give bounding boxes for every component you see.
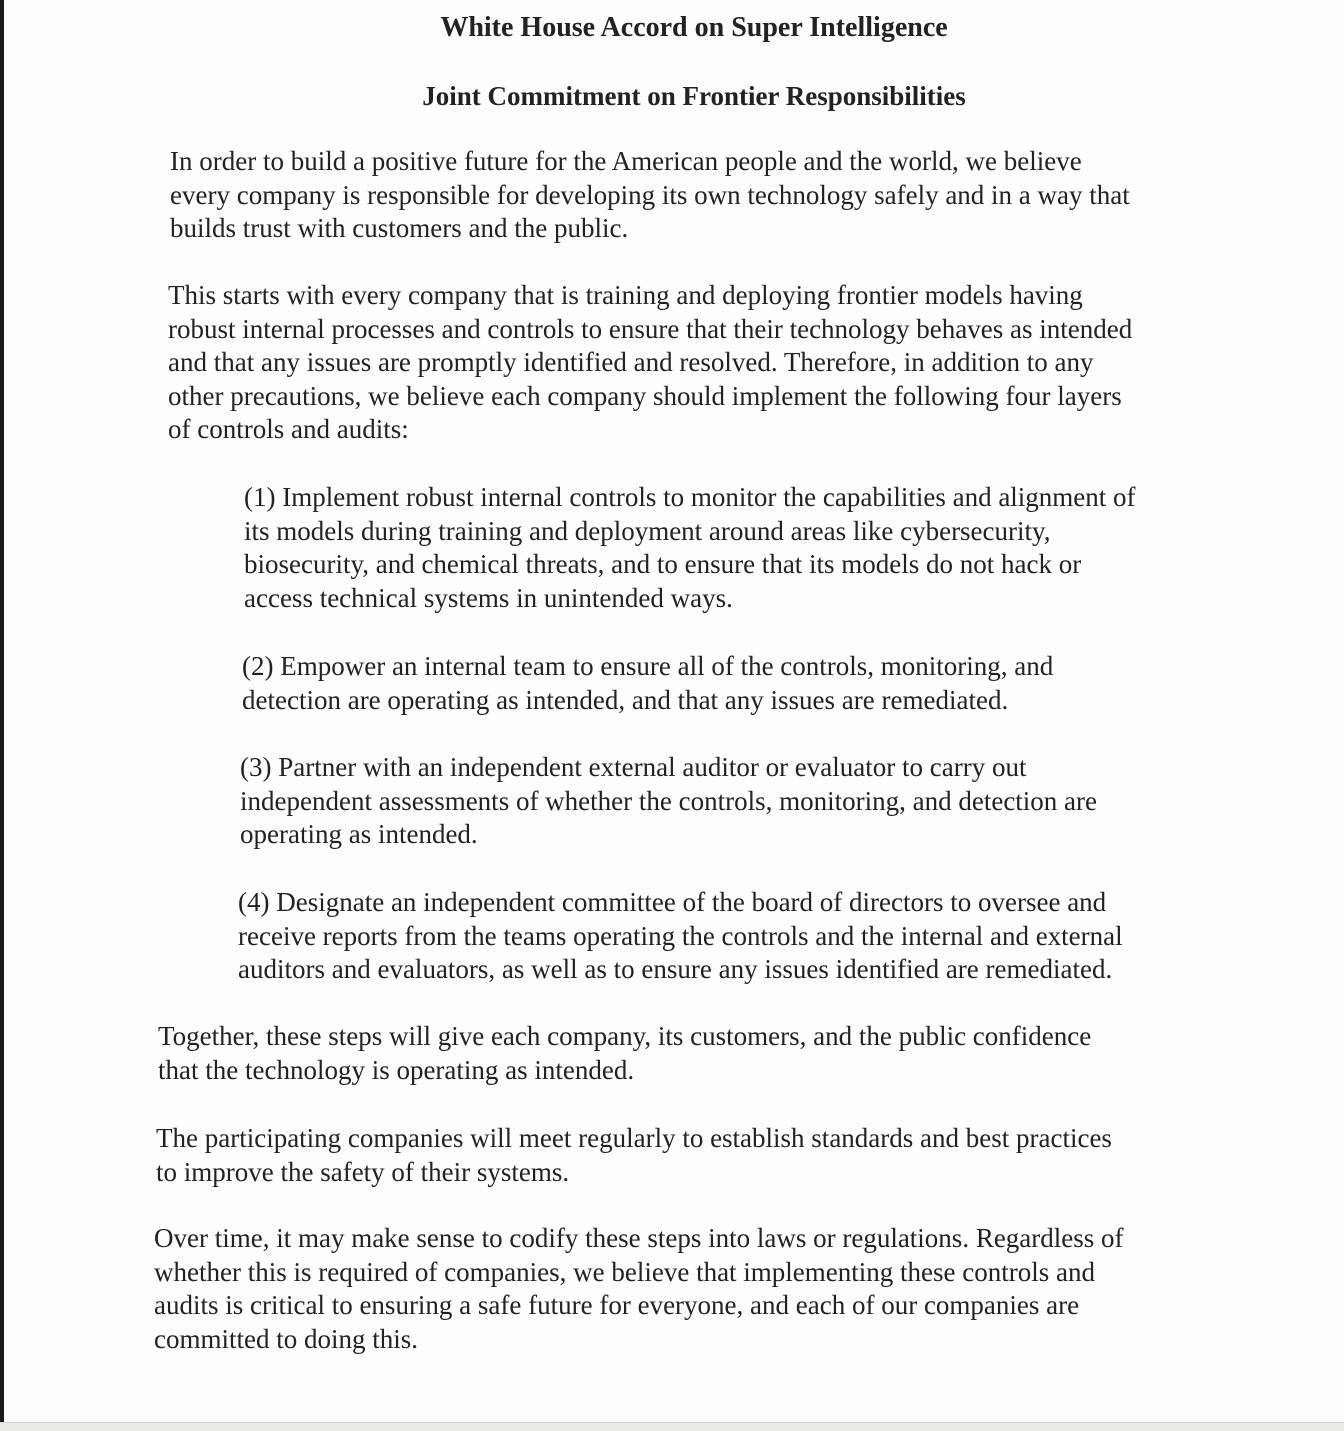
text-line: auditors and evaluators, as well as to ensure any issues identified are remediated.	[238, 954, 1113, 984]
text-line: receive reports from the teams operating the controls and the internal and external	[238, 920, 1123, 951]
paragraph-regulation	[154, 1222, 1124, 1356]
text-line: (3) Partner with an independent external auditor or evaluator to carry out	[240, 752, 1027, 782]
text-line: every company is responsible for developing its own technology safely and in a way that	[170, 179, 1130, 210]
text-line: Over time, it may make sense to codify these steps into laws or regulations. Regardless of	[154, 1223, 1124, 1253]
text-line: access technical systems in unintended ways.	[244, 582, 733, 613]
document-title: White House Accord on Super Intelligence	[440, 12, 948, 43]
text-line: detection are operating as intended, and that any issues are remediated.	[242, 684, 1009, 715]
text-line: other precautions, we believe each company should implement the following four layers	[168, 380, 1122, 411]
text-line: The participating companies will meet regularly to establish standards and best practices	[156, 1123, 1112, 1153]
list-item-1	[244, 481, 1136, 615]
text-line: (1) Implement robust internal controls to monitor the capabilities and alignment of	[244, 482, 1136, 512]
text-line: robust internal processes and controls to ensure that their technology behaves as intended	[168, 313, 1133, 344]
text-line: independent assessments of whether the controls, monitoring, and detection are	[240, 785, 1098, 816]
text-line: committed to doing this.	[154, 1323, 418, 1354]
text-line: audits is critical to ensuring a safe future for everyone, and each of our companies are	[154, 1290, 1080, 1320]
list-item-4	[238, 886, 1123, 987]
text-line: and that any issues are promptly identified and resolved. Therefore, in addition to any	[168, 347, 1094, 377]
list-item-3	[240, 751, 1097, 852]
text-line: that the technology is operating as intended.	[158, 1054, 635, 1085]
text-line: to improve the safety of their systems.	[156, 1156, 570, 1187]
list-item-2	[242, 650, 1053, 717]
text-line: This starts with every company that is training and deploying frontier models having	[168, 280, 1083, 310]
text-line: builds trust with customers and the public.	[170, 213, 629, 243]
document-page	[4, 0, 1344, 1422]
paragraph-intro	[170, 145, 1130, 246]
text-line: In order to build a positive future for the American people and the world, we believe	[170, 146, 1082, 176]
text-line: whether this is required of companies, we believe that implementing these controls and	[154, 1256, 1095, 1287]
document-subtitle: Joint Commitment on Frontier Responsibilities	[422, 81, 966, 111]
text-line: its models during training and deployment around areas like cybersecurity,	[244, 515, 1051, 546]
text-line: biosecurity, and chemical threats, and to ensure that its models do not hack or	[244, 549, 1082, 579]
paragraph-confidence	[158, 1020, 1091, 1087]
text-line: (4) Designate an independent committee of the board of directors to oversee and	[238, 887, 1107, 917]
paragraph-standards	[156, 1122, 1112, 1189]
text-line: (2) Empower an internal team to ensure all of the controls, monitoring, and	[242, 651, 1054, 681]
text-line: Together, these steps will give each company, its customers, and the public confidence	[158, 1021, 1092, 1051]
text-line: of controls and audits:	[168, 414, 409, 444]
paragraph-controls	[168, 279, 1132, 447]
text-line: operating as intended.	[240, 819, 478, 849]
